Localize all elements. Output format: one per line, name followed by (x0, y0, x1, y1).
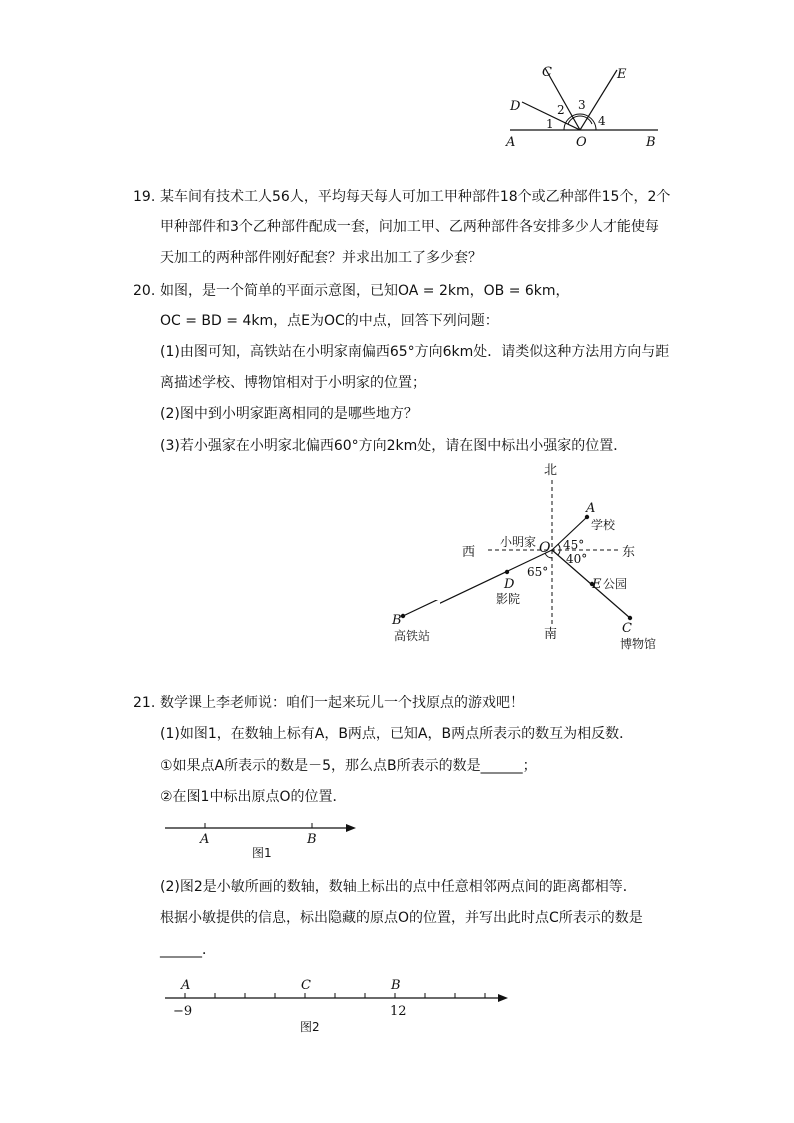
angle-65: 65° (527, 565, 549, 579)
fig2-label-C: C (301, 978, 311, 993)
angle-40: 40° (566, 552, 588, 566)
museum-label: 博物馆 (620, 637, 657, 651)
station-label: 高铁站 (394, 629, 431, 643)
direction-north: 北 (544, 463, 558, 478)
question-20-number: 20. (133, 283, 156, 299)
question-21-number: 21. (133, 695, 156, 711)
question-21-line-3: ①如果点A所表示的数是－5，那么点B所表示的数是______； (160, 758, 537, 774)
number-line-fig1 (160, 818, 370, 866)
fig2-label-B: B (391, 978, 401, 993)
fig1-label-B: B (307, 832, 317, 847)
question-19-number: 19. (133, 189, 156, 205)
angle-figure (500, 60, 670, 155)
angle-2: 2 (557, 103, 565, 117)
fig2-caption: 图2 (300, 1020, 320, 1034)
direction-east: 东 (622, 545, 636, 560)
angle-1: 1 (546, 117, 554, 131)
map-figure (440, 460, 680, 655)
angle-3: 3 (578, 98, 586, 112)
fig2-label-A: A (181, 978, 191, 993)
fig1-label-A: A (200, 832, 210, 847)
fig1-caption: 图1 (252, 846, 272, 860)
home-label: 小明家 (500, 535, 537, 549)
label-A: A (586, 501, 596, 516)
question-19-line-1: 某车间有技术工人56人，平均每天每人可加工甲种部件18个或乙种部件15个，2个 (160, 189, 671, 205)
question-21-line-2: (1)如图1，在数轴上标有A，B两点，已知A，B两点所表示的数互为相反数． (160, 726, 634, 742)
label-B: B (392, 613, 402, 628)
question-21-line-6: 根据小敏提供的信息，标出隐藏的原点O的位置，并写出此时点C所表示的数是 (160, 910, 643, 926)
question-21-line-1: 数学课上李老师说：咱们一起来玩儿一个找原点的游戏吧！ (160, 695, 524, 711)
question-21-line-7: ______． (160, 942, 216, 958)
fig2-value-A: −9 (173, 1004, 193, 1019)
question-21-line-5: (2)图2是小敏所画的数轴，数轴上标出的点中任意相邻两点间的距离都相等． (160, 879, 637, 895)
question-20-line-2: OC = BD = 4km，点E为OC的中点，回答下列问题： (160, 313, 499, 329)
label-B: B (646, 135, 656, 150)
label-C: C (542, 65, 552, 80)
label-D: D (504, 577, 515, 592)
question-20-line-6: (3)若小强家在小明家北偏西60°方向2km处，请在图中标出小强家的位置． (160, 438, 628, 454)
school-label: 学校 (591, 518, 616, 532)
angle-4: 4 (598, 114, 606, 128)
cinema-label: 影院 (496, 592, 521, 606)
question-20-line-4: 离描述学校、博物馆相对于小明家的位置； (160, 375, 426, 391)
question-21-line-4: ②在图1中标出原点O的位置． (160, 789, 347, 805)
fig2-value-B: 12 (390, 1004, 407, 1019)
map-figure-b (390, 600, 460, 645)
question-20-line-1: 如图，是一个简单的平面示意图，已知OA = 2km，OB = 6km， (160, 283, 570, 299)
label-O: O (576, 135, 587, 150)
label-O: O (539, 540, 551, 556)
label-A: A (506, 135, 516, 150)
question-19-line-2: 甲种部件和3个乙种部件配成一套，问加工甲、乙两种部件各安排多少人才能使每 (160, 219, 659, 235)
angle-45: 45° (563, 538, 585, 552)
question-19-line-3: 天加工的两种部件刚好配套？并求出加工了多少套？ (160, 250, 482, 266)
park-label: 公园 (603, 577, 628, 591)
question-20-line-3: (1)由图可知，高铁站在小明家南偏西65°方向6km处．请类似这种方法用方向与距 (160, 344, 670, 360)
point-D (505, 570, 509, 574)
label-C: C (622, 621, 632, 636)
label-E: E (617, 67, 627, 82)
direction-south: 南 (544, 627, 558, 642)
question-20-line-5: (2)图中到小明家距离相同的是哪些地方？ (160, 406, 418, 422)
point-C (628, 616, 632, 620)
label-D: D (510, 99, 521, 114)
direction-west: 西 (462, 545, 476, 560)
number-line-fig2 (160, 975, 520, 1040)
label-E: E (592, 577, 602, 592)
